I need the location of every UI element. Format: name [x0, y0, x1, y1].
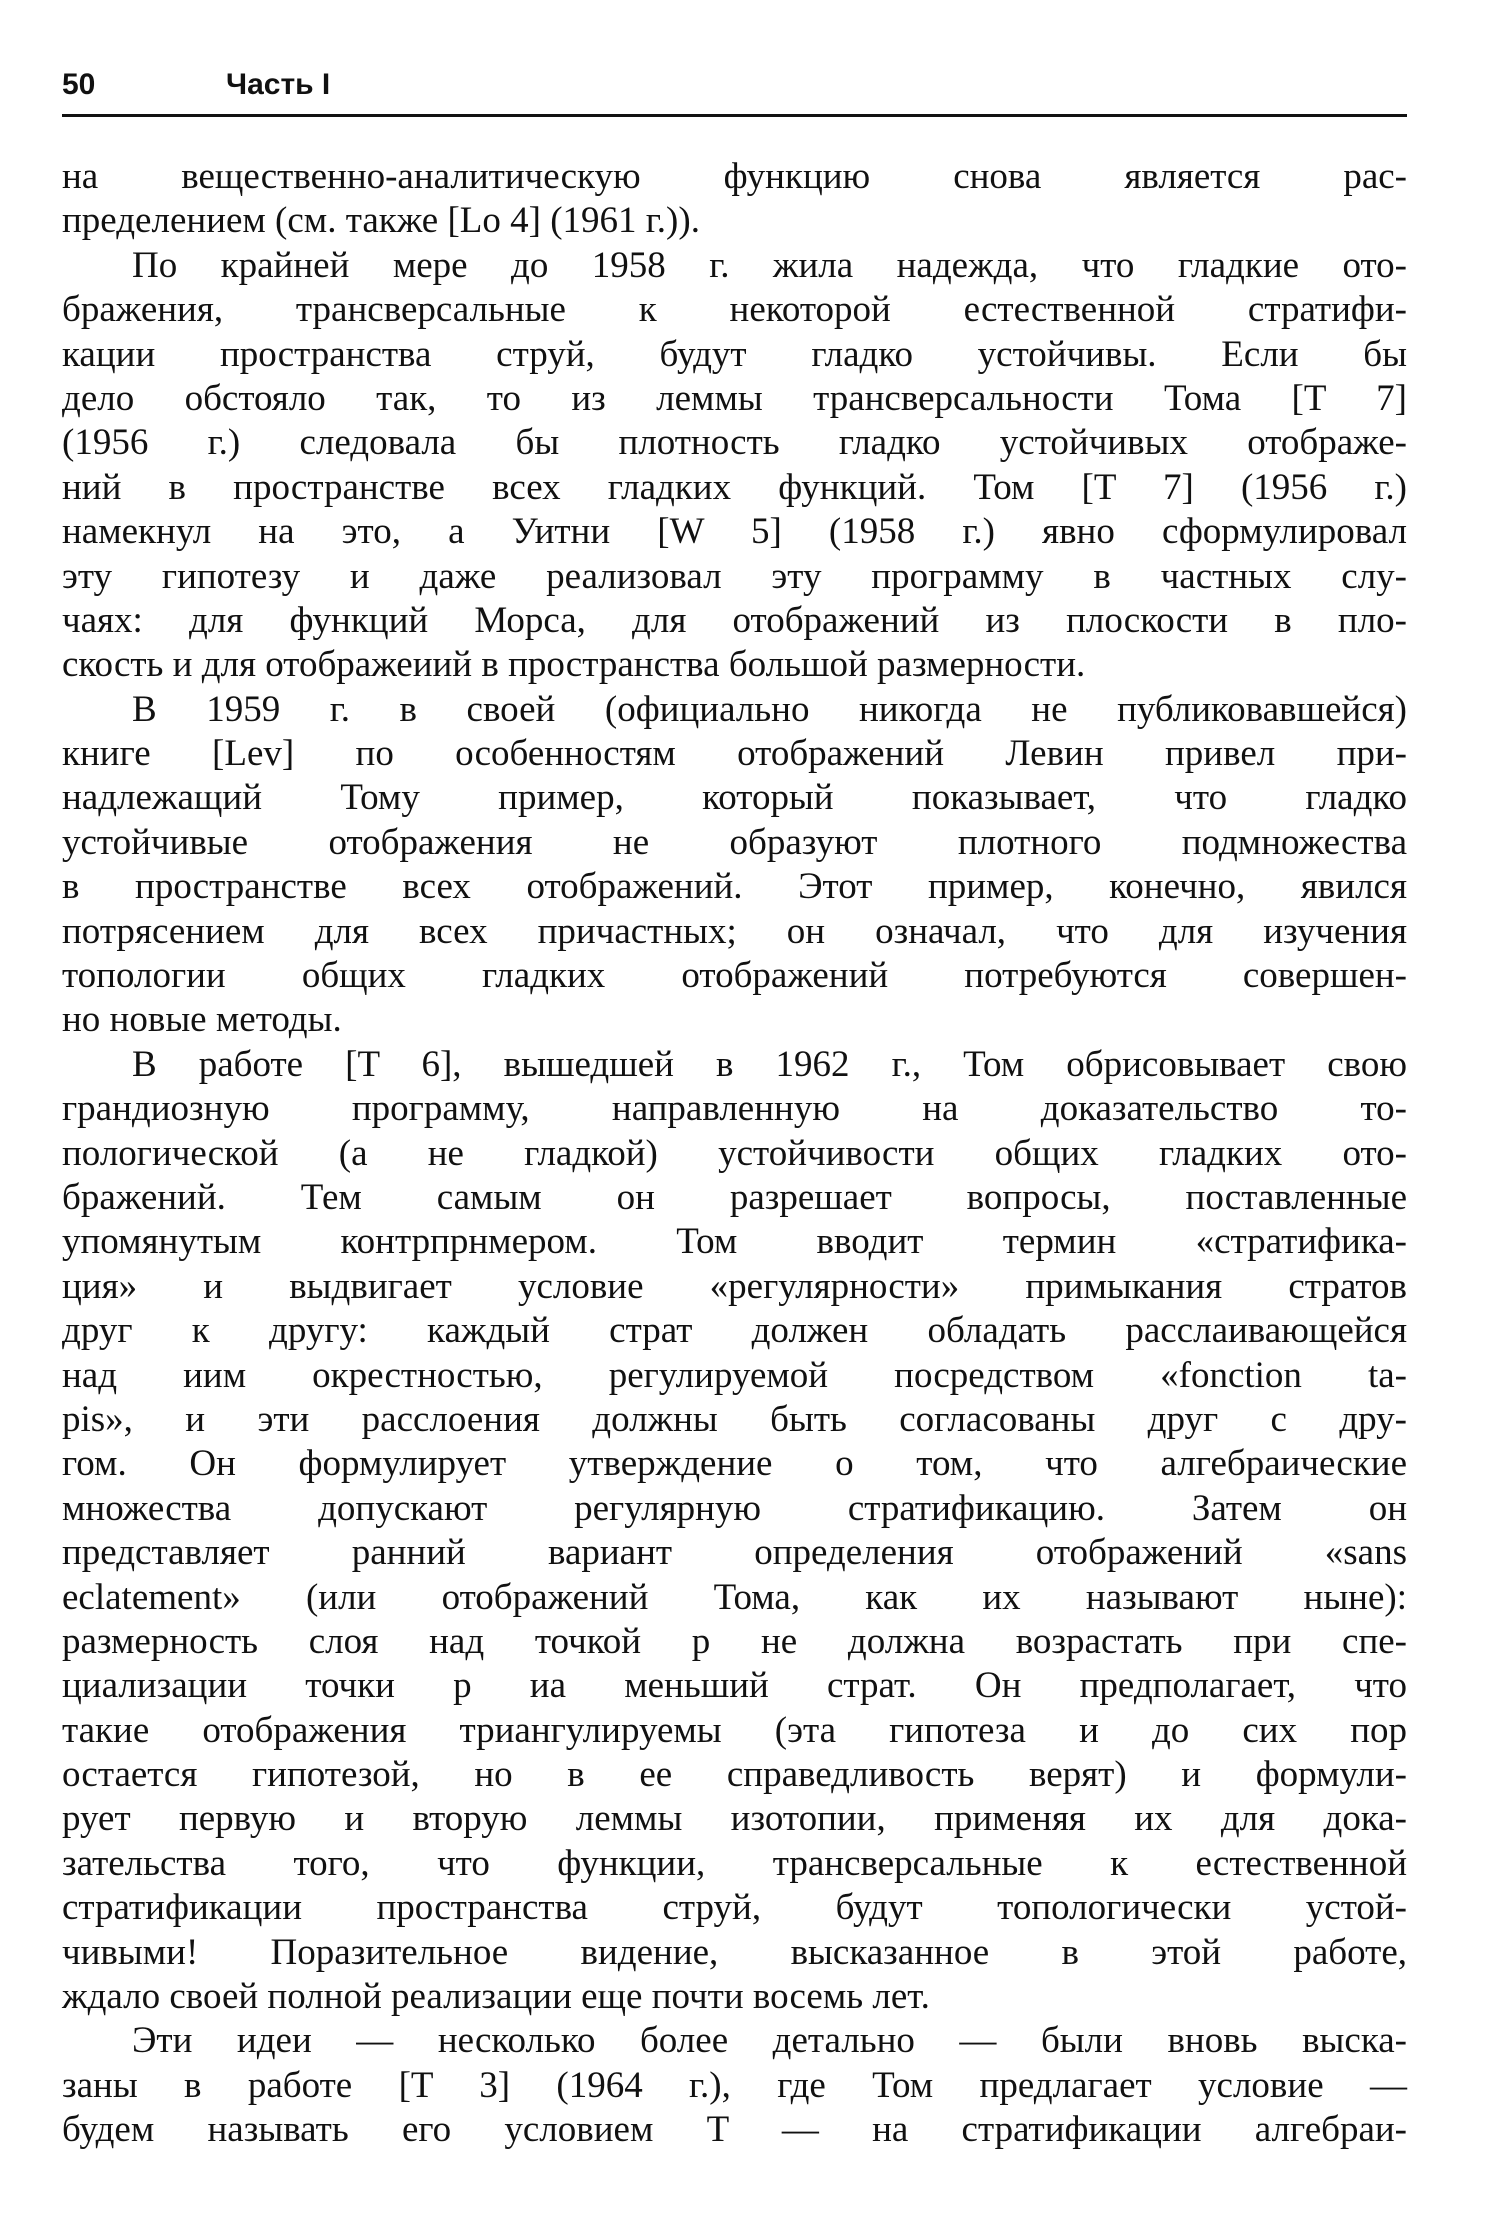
text-line: книге [Lev] по особенностям отображений Левин привел при-: [62, 733, 1407, 775]
text-line: Эти идеи — несколько более детально — были вновь выска-: [132, 2020, 1407, 2062]
text-line: эту гипотезу и даже реализовал эту программу в частных слу-: [62, 555, 1407, 597]
text-line: eclatement» (или отображений Тома, как их называют ныне):: [62, 1576, 1407, 1618]
running-header: [62, 62, 1407, 117]
text-line: гом. Он формулирует утверждение о том, что алгебраические: [62, 1443, 1407, 1485]
text-line: циализации точки p иа меньший страт. Он предполагает, что: [62, 1665, 1407, 1707]
text-line: остается гипотезой, но в ее справедливость верят) и формули-: [62, 1754, 1407, 1796]
text-line: стратификации пространства струй, будут топологически устой-: [62, 1887, 1407, 1929]
text-line: рует первую и вторую леммы изотопии, применяя их для дока-: [62, 1798, 1407, 1840]
text-line: pis», и эти расслоения должны быть согласованы друг с дру-: [62, 1398, 1407, 1440]
text-line: зательства того, что функции, трансверсальные к естественной: [62, 1842, 1407, 1884]
text-line: друг к другу: каждый страт должен обладать расслаивающейся: [62, 1310, 1407, 1352]
text-line: ция» и выдвигает условие «регулярности» примыкания стратов: [62, 1265, 1407, 1307]
text-line: размерность слоя над точкой p не должна возрастать при спе-: [62, 1620, 1407, 1662]
text-line: скость и для отображеиий в пространства большой размерности.: [62, 644, 1086, 686]
text-line: чаях: для функций Морса, для отображений из плоскости в пло-: [62, 599, 1407, 641]
text-line: ждало своей полной реализации еще почти восемь лет.: [62, 1976, 930, 2018]
text-line: но новые методы.: [62, 999, 342, 1041]
text-line: в пространстве всех отображений. Этот пример, конечно, явился: [62, 866, 1407, 908]
text-line: потрясением для всех причастных; он означал, что для изучения: [62, 910, 1407, 952]
text-line: В 1959 г. в своей (официально никогда не публиковавшейся): [132, 688, 1407, 730]
text-line: пологической (а не гладкой) устойчивости общих гладких ото-: [62, 1132, 1407, 1174]
text-line: представляет ранний вариант определения отображений «sans: [62, 1532, 1407, 1574]
text-line: множества допускают регулярную стратификацию. Затем он: [62, 1487, 1407, 1529]
text-line: дело обстояло так, то из леммы трансверсальности Тома [T 7]: [62, 377, 1407, 419]
text-line: (1956 г.) следовала бы плотность гладко устойчивых отображе-: [62, 422, 1407, 464]
text-line: будем называть его условием T — на стратификации алгебраи-: [62, 2109, 1407, 2151]
text-line: грандиозную программу, направленную на доказательство то-: [62, 1088, 1407, 1130]
text-line: над иим окрестностью, регулируемой посредством «fonction ta-: [62, 1354, 1407, 1396]
page-number: 50: [62, 68, 96, 101]
text-line: ний в пространстве всех гладких функций. Том [T 7] (1956 г.): [62, 466, 1407, 508]
text-line: чивыми! Поразительное видение, высказанное в этой работе,: [62, 1931, 1407, 1973]
text-line: В работе [T 6], вышедшей в 1962 г., Том обрисовывает свою: [132, 1043, 1407, 1085]
text-line: на вещественно-аналитическую функцию снова является рас-: [62, 156, 1407, 197]
text-line: такие отображения триангулируемы (эта гипотеза и до сих пор: [62, 1709, 1407, 1751]
text-line: надлежащий Тому пример, который показывает, что гладко: [62, 777, 1407, 819]
text-line: бражений. Тем самым он разрешает вопросы, поставленные: [62, 1176, 1407, 1218]
text-line: топологии общих гладких отображений потребуются совершен-: [62, 955, 1407, 997]
text-line: заны в работе [T 3] (1964 г.), где Том предлагает условие —: [62, 2064, 1407, 2106]
text-line: упомянутым контрпрнмером. Том вводит термин «стратифика-: [62, 1221, 1407, 1263]
text-line: намекнул на это, а Уитни [W 5] (1958 г.) явно сформулировал: [62, 511, 1407, 553]
text-line: пределением (см. также [Lo 4] (1961 г.)).: [62, 200, 700, 242]
part-title: Часть I: [226, 68, 331, 101]
text-line: бражения, трансверсальные к некоторой естественной стратифи-: [62, 289, 1407, 331]
text-line: кации пространства струй, будут гладко устойчивы. Если бы: [62, 333, 1407, 375]
text-line: устойчивые отображения не образуют плотного подмножества: [62, 821, 1407, 863]
text-line: По крайней мере до 1958 г. жила надежда, что гладкие ото-: [132, 244, 1407, 286]
body-text: [62, 155, 1407, 2153]
